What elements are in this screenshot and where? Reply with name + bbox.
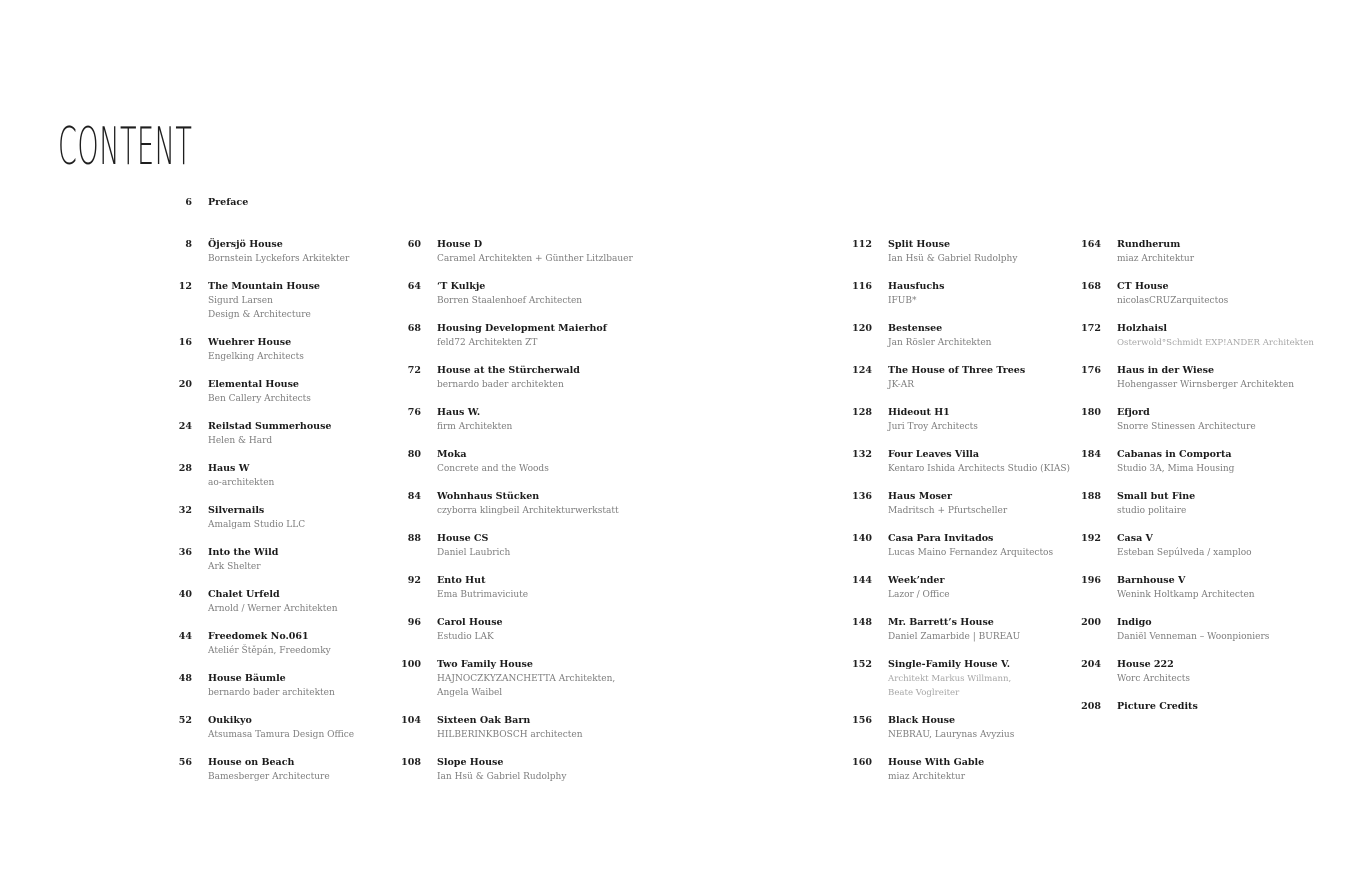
- entry-architect: Architekt Markus Willmann,: [888, 674, 1012, 684]
- entry-title: House CS: [437, 533, 489, 544]
- entry-title: Reilstad Summerhouse: [208, 421, 332, 432]
- entry-architect: studio politaire: [1117, 506, 1187, 516]
- page-number: 40: [178, 589, 192, 600]
- entry-title: Hideout H1: [888, 407, 950, 418]
- page-number: 140: [852, 533, 872, 544]
- page-number: 64: [407, 281, 421, 292]
- page-number: 56: [178, 757, 192, 768]
- page-number: 68: [407, 323, 421, 334]
- page-number: 12: [178, 281, 192, 292]
- entry-architect: Esteban Sepúlveda / xamploo: [1117, 548, 1252, 558]
- page-number: 72: [407, 365, 421, 376]
- page-number: 120: [852, 323, 872, 334]
- entry-architect: Bornstein Lyckefors Arkitekter: [208, 254, 350, 264]
- entry-title: Haus W.: [437, 407, 481, 418]
- page-number: 208: [1081, 701, 1101, 712]
- page-number: 8: [185, 239, 192, 250]
- entry-architect: Wenink Holtkamp Architecten: [1117, 590, 1255, 600]
- entry-title: Wuehrer House: [208, 337, 292, 348]
- page-number: 144: [852, 575, 872, 586]
- entry-title: Freedomek No.061: [208, 631, 309, 642]
- entry-architect: miaz Architektur: [1117, 254, 1195, 264]
- entry-architect: Borren Staalenhoef Architecten: [437, 296, 583, 306]
- entry-title: Black House: [888, 715, 956, 726]
- entry-title: House Bäumle: [208, 673, 286, 684]
- entry-title: CT House: [1117, 281, 1169, 292]
- entry-architect: Ateliér Štěpán, Freedomky: [208, 646, 331, 656]
- page-number: 188: [1081, 491, 1101, 502]
- page-number: 124: [852, 365, 872, 376]
- entry-architect: NEBRAU, Laurynas Avyzius: [888, 730, 1015, 740]
- entry-title: ‘T Kulkje: [437, 281, 486, 292]
- entry-title: Indigo: [1117, 617, 1152, 628]
- page-number: 28: [178, 463, 192, 474]
- entry-architect: Lazor / Office: [888, 590, 950, 600]
- entry-title: Barnhouse V: [1117, 575, 1186, 586]
- entry-architect: Daniel Zamarbide | BUREAU: [888, 632, 1021, 642]
- page-number: 180: [1081, 407, 1101, 418]
- entry-architect: Osterwold°Schmidt EXP!ANDER Architekten: [1117, 338, 1314, 348]
- entry-architect: Design & Architecture: [208, 310, 311, 320]
- page-number: 176: [1081, 365, 1101, 376]
- entry-title: The Mountain House: [208, 281, 320, 292]
- entry-title: Chalet Urfeld: [208, 589, 280, 600]
- entry-architect: Concrete and the Woods: [437, 464, 549, 474]
- entry-title: Preface: [208, 197, 249, 208]
- entry-title: Week’nder: [888, 575, 945, 586]
- entry-title: Into the Wild: [208, 547, 279, 558]
- entry-title: Mr. Barrett’s House: [888, 617, 994, 628]
- page-number: 136: [852, 491, 872, 502]
- entry-title: Wohnhaus Stücken: [437, 491, 540, 502]
- entry-architect: bernardo bader architekten: [437, 380, 564, 390]
- entry-title: Oukikyo: [208, 715, 252, 726]
- entry-title: House at the Stürcherwald: [437, 365, 580, 376]
- page-number: 16: [178, 337, 192, 348]
- entry-title: Hausfuchs: [888, 281, 945, 292]
- entry-architect: czyborra klingbeil Architekturwerkstatt: [437, 506, 619, 516]
- entry-title: Cabanas in Comporta: [1117, 449, 1232, 460]
- entry-architect: Beate Voglreiter: [888, 688, 960, 698]
- page-number: 152: [852, 659, 872, 670]
- entry-title: The House of Three Trees: [888, 365, 1026, 376]
- entry-title: Öjersjö House: [208, 239, 283, 250]
- entry-architect: IFUB*: [888, 296, 917, 306]
- entry-architect: HILBERINKBOSCH architecten: [437, 730, 583, 740]
- page-number: 88: [407, 533, 421, 544]
- entry-title: Rundherum: [1117, 239, 1181, 250]
- entry-architect: Amalgam Studio LLC: [208, 520, 306, 530]
- entry-architect: Lucas Maino Fernandez Arquitectos: [888, 548, 1054, 558]
- page-number: 116: [852, 281, 872, 292]
- entry-title: Efjord: [1117, 407, 1150, 418]
- entry-title: House on Beach: [208, 757, 295, 768]
- page-number: 92: [407, 575, 421, 586]
- entry-architect: bernardo bader architekten: [208, 688, 335, 698]
- page-number: 76: [407, 407, 421, 418]
- entry-architect: Studio 3A, Mima Housing: [1117, 464, 1235, 474]
- entry-architect: Angela Waibel: [437, 688, 503, 698]
- entry-architect: Worc Architects: [1117, 674, 1190, 684]
- page-number: 164: [1081, 239, 1101, 250]
- entry-architect: Ian Hsü & Gabriel Rudolphy: [437, 772, 567, 782]
- page-number: 148: [852, 617, 872, 628]
- page-number: 128: [852, 407, 872, 418]
- entry-title: Moka: [437, 449, 467, 460]
- entry-architect: miaz Architektur: [888, 772, 966, 782]
- page-number: 80: [407, 449, 421, 460]
- entry-architect: Ark Shelter: [208, 562, 261, 572]
- page-number: 84: [407, 491, 421, 502]
- page-number: 100: [401, 659, 421, 670]
- entry-architect: Estudio LAK: [437, 632, 494, 642]
- entry-architect: Madritsch + Pfurtscheller: [888, 506, 1008, 516]
- page-number: 60: [407, 239, 421, 250]
- entry-architect: Kentaro Ishida Architects Studio (KIAS): [888, 464, 1071, 474]
- entry-title: Holzhaisl: [1117, 323, 1167, 334]
- page-number: 108: [401, 757, 421, 768]
- page-number: 196: [1081, 575, 1101, 586]
- entry-title: Housing Development Maierhof: [437, 323, 607, 334]
- entry-architect: Daniel Laubrich: [437, 548, 511, 558]
- entry-architect: Daniël Venneman – Woonpioniers: [1117, 632, 1270, 642]
- entry-architect: Bamesberger Architecture: [208, 772, 330, 782]
- entry-architect: HAJNOCZKYZANCHETTA Architekten,: [437, 674, 616, 684]
- entry-architect: Arnold / Werner Architekten: [208, 604, 338, 614]
- entry-title: Casa Para Invitados: [888, 533, 994, 544]
- page-number: 104: [401, 715, 421, 726]
- entry-title: Single-Family House V.: [888, 659, 1011, 670]
- entry-title: Casa V: [1117, 533, 1153, 544]
- entry-title: Sixteen Oak Barn: [437, 715, 531, 726]
- page-number: 204: [1081, 659, 1101, 670]
- page-number: 112: [852, 239, 872, 250]
- entry-architect: Ian Hsü & Gabriel Rudolphy: [888, 254, 1018, 264]
- page-number: 52: [178, 715, 192, 726]
- entry-title: Carol House: [437, 617, 503, 628]
- page-number: 200: [1081, 617, 1101, 628]
- page-number: 156: [852, 715, 872, 726]
- entry-title: Haus Moser: [888, 491, 952, 502]
- page-number: 48: [178, 673, 192, 684]
- entry-architect: firm Architekten: [437, 422, 513, 432]
- entry-title: House D: [437, 239, 483, 250]
- entry-architect: ao-architekten: [208, 478, 275, 488]
- entry-title: Elemental House: [208, 379, 299, 390]
- entry-title: Two Family House: [437, 659, 533, 670]
- entry-architect: Ema Butrimaviciute: [437, 590, 529, 600]
- page-number: 184: [1081, 449, 1101, 460]
- entry-architect: Ben Callery Architects: [208, 394, 311, 404]
- entry-title: Split House: [888, 239, 951, 250]
- entry-architect: nicolasCRUZarquitectos: [1117, 296, 1229, 306]
- page-number: 44: [178, 631, 192, 642]
- entry-title: Haus in der Wiese: [1117, 365, 1215, 376]
- page-number: 160: [852, 757, 872, 768]
- page-number: 6: [185, 197, 192, 208]
- entry-architect: Helen & Hard: [208, 436, 273, 446]
- entry-architect: Jan Rösler Architekten: [888, 338, 992, 348]
- page-title: CONTENT: [58, 117, 193, 177]
- page-number: 20: [178, 379, 192, 390]
- entry-title: Ento Hut: [437, 575, 486, 586]
- page-number: 168: [1081, 281, 1101, 292]
- entry-architect: JK-AR: [888, 380, 914, 390]
- entry-architect: feld72 Architekten ZT: [437, 338, 538, 348]
- entry-title: Bestensee: [888, 323, 943, 334]
- entry-title: Four Leaves Villa: [888, 449, 980, 460]
- entry-architect: Atsumasa Tamura Design Office: [208, 730, 355, 740]
- entry-architect: Sigurd Larsen: [208, 296, 273, 306]
- page-number: 32: [178, 505, 192, 516]
- entry-title: Silvernails: [208, 505, 265, 516]
- entry-title: Slope House: [437, 757, 504, 768]
- page-number: 36: [178, 547, 192, 558]
- entry-title: Picture Credits: [1117, 701, 1198, 712]
- entry-architect: Snorre Stinessen Architecture: [1117, 422, 1256, 432]
- page-number: 172: [1081, 323, 1101, 334]
- entry-architect: Hohengasser Wirnsberger Architekten: [1117, 380, 1295, 390]
- entry-title: Small but Fine: [1117, 491, 1196, 502]
- page-number: 192: [1081, 533, 1101, 544]
- entry-architect: Engelking Architects: [208, 352, 304, 362]
- entry-architect: Juri Troy Architects: [888, 422, 978, 432]
- entry-title: House 222: [1117, 659, 1174, 670]
- entry-title: Haus W: [208, 463, 250, 474]
- page-number: 96: [407, 617, 421, 628]
- entry-title: House With Gable: [888, 757, 985, 768]
- page-number: 132: [852, 449, 872, 460]
- page-number: 24: [178, 421, 192, 432]
- entry-architect: Caramel Architekten + Günther Litzlbauer: [437, 254, 633, 264]
